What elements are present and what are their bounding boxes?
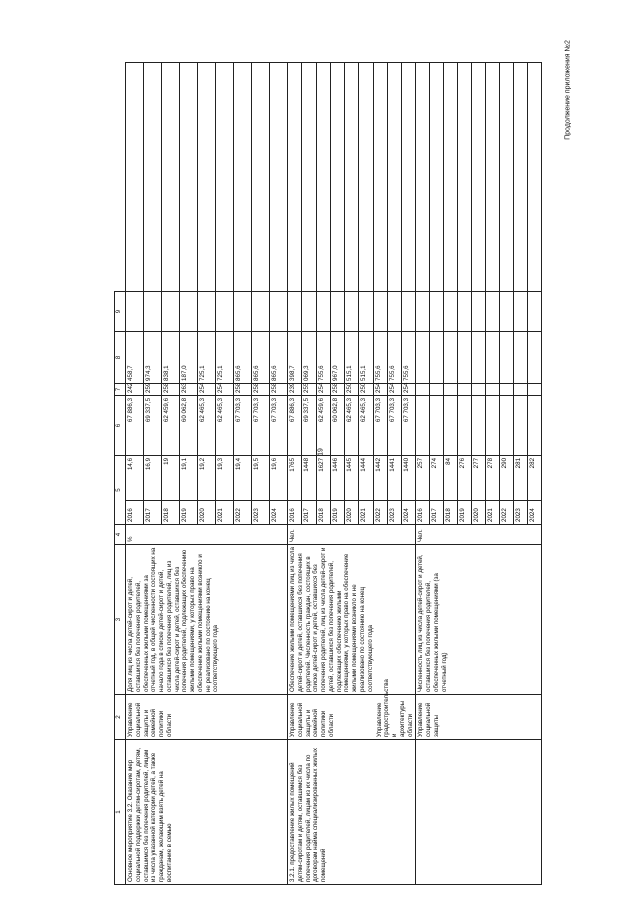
indicator-cell: Численность лиц из числа детей-сирот и детей, оставшихся без попечения родителей, обеспеченных жилыми помещениями (за отчетный год)	[416, 545, 542, 695]
funding-value-cell: 254 755,6	[387, 383, 401, 395]
indicator-cell: Доля лиц из числа детей-сирот и детей, оставшихся без попечения родителей, обеспеченных жилыми помещениями за отчетный год, в общей численности состоящих на начало года в списке детей-сирот и детей, оставшихся без попечения родителей, лиц из числа детей-сирот и детей, оставшихся без попечения родителей, подлежащих обеспечению жилыми помещениями, у которых право на обеспечение жилыми помещениями возникло и не реализовано по состоянию на конец соответствующего года	[126, 545, 288, 695]
empty-cell	[126, 291, 144, 331]
indicator-value-cell: 1765	[288, 455, 302, 500]
year-cell: 2019	[458, 501, 472, 525]
program-table	[114, 62, 542, 885]
empty-cell	[416, 291, 430, 331]
year-cell: 2019	[180, 501, 198, 525]
empty-cell	[234, 291, 252, 331]
funding-value-cell: 62 459,6	[316, 395, 330, 455]
funding-value-cell: 254 725,1	[216, 383, 234, 395]
funding-value-cell	[528, 395, 542, 455]
indicator-value-cell: 1448	[302, 455, 316, 500]
year-cell: 2023	[252, 501, 270, 525]
year-cell: 2019	[330, 501, 344, 525]
funding-value-cell: 62 465,3	[216, 395, 234, 455]
empty-cell	[216, 63, 234, 292]
responsible-executor: Управление социальной защиты и семейной политики области	[289, 702, 335, 737]
funding-value-cell: 258 838,1	[162, 383, 180, 395]
funding-value-cell: 67 703,3	[387, 395, 401, 455]
year-cell: 2016	[416, 501, 430, 525]
empty-cell	[198, 291, 216, 331]
activity-name-cell: Основное мероприятие 3.2. Оказание мер социальной поддержки детям-сиротам, детям, оставшимся без попечения родителей, лицам из числа указанной категории детей, а также гражданам, желающим взять детей на воспитание в семью	[126, 740, 288, 885]
empty-cell	[302, 63, 316, 292]
funding-value-cell: 239 398,7	[288, 383, 302, 395]
page-number: 19	[317, 448, 325, 456]
empty-cell	[252, 63, 270, 292]
funding-value-cell: 242 458,7	[126, 383, 144, 395]
empty-cell	[500, 331, 514, 383]
empty-cell	[500, 291, 514, 331]
indicator-value-cell: 84	[444, 455, 458, 500]
indicator-value-cell: 19,2	[198, 455, 216, 500]
year-cell: 2017	[144, 501, 162, 525]
funding-value-cell: 254 725,1	[198, 383, 216, 395]
indicator-value-cell: 14,6	[126, 455, 144, 500]
funding-value-cell: 67 886,3	[288, 395, 302, 455]
empty-cell	[288, 291, 302, 331]
empty-cell	[514, 291, 528, 331]
column-number: 1	[115, 740, 126, 885]
empty-cell	[345, 63, 359, 292]
unit-cell: Чел.	[416, 525, 542, 545]
empty-cell	[126, 63, 144, 292]
activity-name-cell	[416, 740, 542, 885]
year-cell: 2016	[288, 501, 302, 525]
funding-value-cell: 259 974,3	[144, 383, 162, 395]
empty-cell	[444, 331, 458, 383]
funding-value-cell: 69 337,5	[302, 395, 316, 455]
funding-value-cell: 67 886,3	[126, 395, 144, 455]
empty-cell	[514, 331, 528, 383]
column-number: 5	[115, 455, 126, 524]
year-cell: 2018	[316, 501, 330, 525]
responsible-cell: Управление социальной защиты и семейной политики области	[126, 695, 288, 740]
empty-cell	[528, 331, 542, 383]
empty-cell	[416, 63, 430, 292]
funding-value-cell	[514, 383, 528, 395]
empty-cell	[144, 291, 162, 331]
table-row	[288, 63, 302, 885]
empty-cell	[528, 63, 542, 292]
column-number: 4	[115, 525, 126, 545]
empty-cell	[472, 331, 486, 383]
indicator-value-cell: 1445	[345, 455, 359, 500]
rotated-sheet	[114, 62, 626, 885]
funding-value-cell: 60 062,8	[330, 395, 344, 455]
funding-value-cell: 62 465,3	[345, 395, 359, 455]
empty-cell	[458, 331, 472, 383]
empty-cell	[458, 291, 472, 331]
empty-cell	[330, 291, 344, 331]
indicator-value-cell: 282	[528, 455, 542, 500]
indicator-value-cell: 1444	[359, 455, 373, 500]
funding-value-cell: 67 703,3	[234, 395, 252, 455]
empty-cell	[316, 63, 330, 292]
year-cell: 2021	[216, 501, 234, 525]
year-cell: 2020	[198, 501, 216, 525]
empty-cell	[234, 63, 252, 292]
empty-cell	[416, 331, 430, 383]
column-number: 8	[115, 331, 126, 383]
year-cell: 2024	[270, 501, 288, 525]
funding-value-cell: 258 865,6	[252, 383, 270, 395]
funding-value-cell	[430, 383, 444, 395]
funding-value-cell: 67 703,3	[402, 395, 416, 455]
column-number: 7	[115, 383, 126, 395]
empty-cell	[162, 291, 180, 331]
column-number-row	[115, 63, 126, 885]
year-cell: 2024	[402, 501, 416, 525]
year-cell: 2022	[500, 501, 514, 525]
empty-cell	[430, 291, 444, 331]
funding-value-cell: 62 465,3	[198, 395, 216, 455]
empty-cell	[330, 63, 344, 292]
funding-value-cell: 254 755,6	[316, 383, 330, 395]
funding-value-cell: 254 755,6	[402, 383, 416, 395]
funding-value-cell: 250 515,1	[345, 383, 359, 395]
funding-value-cell	[444, 383, 458, 395]
year-cell: 2023	[514, 501, 528, 525]
indicator-value-cell: 276	[458, 455, 472, 500]
indicator-value-cell: 274	[430, 455, 444, 500]
column-number: 3	[115, 545, 126, 695]
empty-cell	[252, 291, 270, 331]
empty-cell	[144, 63, 162, 292]
empty-cell	[514, 63, 528, 292]
funding-value-cell	[416, 395, 430, 455]
indicator-value-cell: 19,3	[216, 455, 234, 500]
empty-cell	[444, 291, 458, 331]
empty-cell	[430, 331, 444, 383]
indicator-value-cell: 19,4	[234, 455, 252, 500]
co-executor: Управление градостроительства и архитектуры области	[375, 679, 414, 737]
unit-cell: Чел.	[288, 525, 416, 545]
funding-value-cell: 258 865,6	[234, 383, 252, 395]
empty-cell	[472, 63, 486, 292]
funding-value-cell	[486, 395, 500, 455]
funding-value-cell	[416, 383, 430, 395]
year-cell: 2018	[444, 501, 458, 525]
funding-value-cell: 62 459,6	[162, 395, 180, 455]
year-cell: 2023	[387, 501, 401, 525]
year-cell: 2024	[528, 501, 542, 525]
empty-cell	[345, 291, 359, 331]
activity-name-cell: 3.2.1. предоставление жилых помещений детям-сиротам и детям, оставшимся без попечения родителей, лицам из их числа по договорам найма специализированных жилых помещений	[288, 740, 416, 885]
empty-cell	[486, 63, 500, 292]
indicator-value-cell: 257	[416, 455, 430, 500]
funding-value-cell	[486, 383, 500, 395]
unit-cell: %	[126, 525, 288, 545]
year-cell: 2021	[486, 501, 500, 525]
empty-cell	[402, 63, 416, 292]
funding-value-cell	[528, 383, 542, 395]
indicator-value-cell: 278	[486, 455, 500, 500]
empty-cell	[162, 63, 180, 292]
indicator-value-cell: 1627	[316, 455, 330, 500]
indicator-value-cell: 277	[472, 455, 486, 500]
empty-cell	[180, 63, 198, 292]
year-cell: 2020	[345, 501, 359, 525]
empty-cell	[316, 291, 330, 331]
indicator-value-cell: 1442	[373, 455, 387, 500]
indicator-value-cell: 16,9	[144, 455, 162, 500]
funding-value-cell: 263 187,0	[180, 383, 198, 395]
funding-value-cell	[430, 395, 444, 455]
empty-cell	[387, 63, 401, 292]
empty-cell	[373, 291, 387, 331]
empty-cell	[500, 63, 514, 292]
empty-cell	[486, 291, 500, 331]
funding-value-cell: 67 703,3	[252, 395, 270, 455]
funding-value-cell: 69 337,5	[144, 395, 162, 455]
empty-cell	[486, 331, 500, 383]
funding-value-cell: 67 703,3	[373, 395, 387, 455]
funding-value-cell: 254 755,6	[373, 383, 387, 395]
appendix-note: Продолжение приложения №2	[564, 40, 572, 140]
indicator-cell: Обеспечение жилыми помещениями лиц из числа детей-сирот и детей, оставшихся без попечения родителей. Численность граждан, состоящих в списке детей-сирот и детей, оставшихся без попечения родителей, лиц из числа детей-сирот и детей, оставшихся без попечения родителей, подлежащих обеспечению жилыми помещениями, у которых право на обеспечение жилыми помещениями возникло и не реализовано по состоянию на конец соответствующего года	[288, 545, 416, 695]
indicator-value-cell: 1440	[402, 455, 416, 500]
responsible-cell	[288, 679, 416, 740]
funding-value-cell: 60 062,8	[180, 395, 198, 455]
empty-cell	[528, 291, 542, 331]
empty-cell	[373, 63, 387, 292]
year-cell: 2022	[373, 501, 387, 525]
column-number: 6	[115, 395, 126, 455]
indicator-value-cell: 19,6	[270, 455, 288, 500]
funding-value-cell	[514, 395, 528, 455]
empty-cell	[359, 63, 373, 292]
year-cell: 2022	[234, 501, 252, 525]
empty-cell	[288, 63, 302, 292]
empty-cell	[472, 291, 486, 331]
empty-cell	[387, 291, 401, 331]
indicator-value-cell: 19,1	[180, 455, 198, 500]
empty-cell	[270, 63, 288, 292]
column-number: 9	[115, 291, 126, 331]
funding-value-cell	[458, 383, 472, 395]
year-cell: 2016	[126, 501, 144, 525]
empty-cell	[180, 291, 198, 331]
funding-value-cell	[500, 395, 514, 455]
indicator-value-cell: 1441	[387, 455, 401, 500]
empty-cell	[444, 63, 458, 292]
indicator-value-cell: 281	[514, 455, 528, 500]
funding-value-cell: 67 703,3	[270, 395, 288, 455]
year-cell: 2021	[359, 501, 373, 525]
table-row	[126, 63, 144, 885]
funding-value-cell: 258 967,0	[330, 383, 344, 395]
empty-cell	[359, 291, 373, 331]
empty-cell	[198, 63, 216, 292]
empty-cell	[458, 63, 472, 292]
year-cell: 2018	[162, 501, 180, 525]
empty-cell	[430, 63, 444, 292]
funding-value-cell	[472, 395, 486, 455]
empty-cell	[402, 291, 416, 331]
funding-value-cell	[458, 395, 472, 455]
year-cell: 2017	[430, 501, 444, 525]
funding-value-cell: 255 069,3	[302, 383, 316, 395]
year-cell: 2020	[472, 501, 486, 525]
year-cell: 2017	[302, 501, 316, 525]
column-number: 2	[115, 695, 126, 740]
empty-cell	[302, 291, 316, 331]
indicator-value-cell: 1446	[330, 455, 344, 500]
funding-value-cell: 250 515,1	[359, 383, 373, 395]
funding-value-cell	[472, 383, 486, 395]
funding-value-cell: 258 865,6	[270, 383, 288, 395]
responsible-cell: Управление социальной защиты	[416, 695, 542, 740]
table-row	[416, 63, 430, 885]
indicator-value-cell: 19	[162, 455, 180, 500]
empty-cell	[270, 291, 288, 331]
funding-value-cell	[500, 383, 514, 395]
indicator-value-cell: 290	[500, 455, 514, 500]
funding-value-cell	[444, 395, 458, 455]
empty-cell	[216, 291, 234, 331]
indicator-value-cell: 19,5	[252, 455, 270, 500]
funding-value-cell: 62 465,3	[359, 395, 373, 455]
